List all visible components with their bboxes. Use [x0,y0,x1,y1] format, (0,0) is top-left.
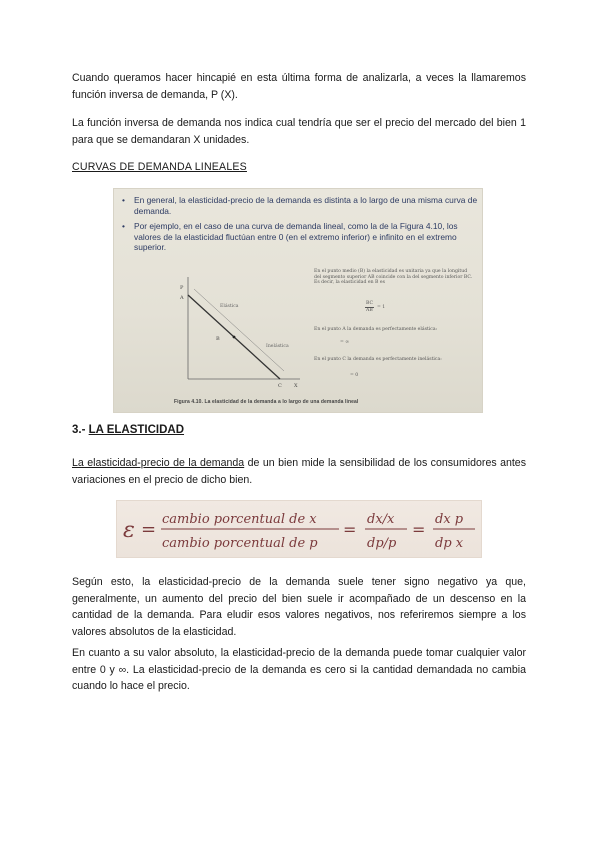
note1-fraction-denominator: AB [366,308,373,313]
note3-fraction: = 0 [350,373,359,378]
label-x: X [294,383,298,389]
label-a: A [180,295,184,301]
label-p: P [180,285,184,291]
label-inelastic: Inelástica [266,344,289,349]
section-title: LA ELASTICIDAD [88,424,185,436]
formula-denominator-text: cambio porcentual de p [162,536,318,551]
formula-denominator-3: dp x [435,536,464,551]
slide-bullet-2: • Por ejemplo, en el caso de una curva de demanda lineal, como la de la Figura 4.10, los valores de la elasticidad fluctúan entre 0 (en el extremo inferior) e infinito en el extremo superior. [122,221,478,253]
figure-caption: Figura 4.10. La elasticidad de la demanda a lo largo de una demanda lineal [174,399,359,405]
paragraph-inverse-demand: Cuando queramos hacer hincapié en esta última forma de analizarla, a veces la llamaremos función inversa de demanda, P (X). [72,72,526,101]
section-heading-elasticity [72,424,184,436]
paragraph-negative-sign: Según esto, la elasticidad-precio de la demanda suele tener signo negativo ya que, generalmente, un aumento del precio del bien suele ir acompañado de un descenso en la cantidad de la demanda. Para eludir esos valores negativos, nos referiremos siempre a los valores absolutos de la elasticidad. [72,576,526,638]
section-number: 3.- [72,424,89,436]
textbook-slide-image [113,188,483,413]
paragraph-elasticity-definition [72,455,526,488]
label-elastic: Elástica [220,304,239,309]
formula-equals-2: = [343,520,357,539]
linear-demand-figure [172,267,302,397]
formula-numerator-2: dx/x [367,512,395,527]
elasticity-formula-image [116,500,482,558]
heading-linear-demand-curves: CURVAS DE DEMANDA LINEALES [72,161,247,173]
formula-numerator-3: dx p [435,512,464,527]
formula-equals-1: = [141,519,157,540]
elasticity-term: La elasticidad-precio de la demanda [72,457,245,469]
formula-equals-3: = [412,520,426,539]
note-midpoint: En el punto medio (B) la elasticidad es unitaria ya que la longitud del segmento superior AB coincide con la del segmento inferior BC. Es decir, la elasticidad en B es [314,269,473,286]
midpoint-b [233,336,236,339]
formula-numerator-text: cambio porcentual de x [162,512,317,527]
note1-fraction-equals: = 1 [377,305,386,310]
elasticity-definition-rest: de un bien mide la sensibilidad de los consumidores antes variaciones en el precio de dicho bien. [72,457,526,486]
note-point-a: En el punto A la demanda es perfectamente elástica: [314,327,438,332]
note2-fraction: = ∞ [340,340,350,345]
label-c: C [278,383,282,389]
formula-denominator-2: dp/p [367,536,397,551]
note1-fraction-numerator: BC [366,301,373,306]
note-point-c: En el punto C la demanda es perfectamente inelástica: [314,357,442,362]
formula-epsilon: ε [123,518,135,543]
bracket-line [194,289,284,371]
slide-bullet-1: • En general, la elasticidad-precio de la demanda es distinta a lo largo de una misma curva de demanda. [122,195,478,216]
paragraph-inverse-demand-explanation: La función inversa de demanda nos indica cual tendría que ser el precio del mercado del bien 1 para que se demandaran X unidades. [72,117,526,146]
paragraph-absolute-value: En cuanto a su valor absoluto, la elasticidad-precio de la demanda puede tomar cualquier valor entre 0 y ∞. La elasticidad-precio de la demanda es cero si la cantidad demandada no cambia cuando lo hace el precio. [72,647,526,692]
label-b: B [216,336,220,342]
